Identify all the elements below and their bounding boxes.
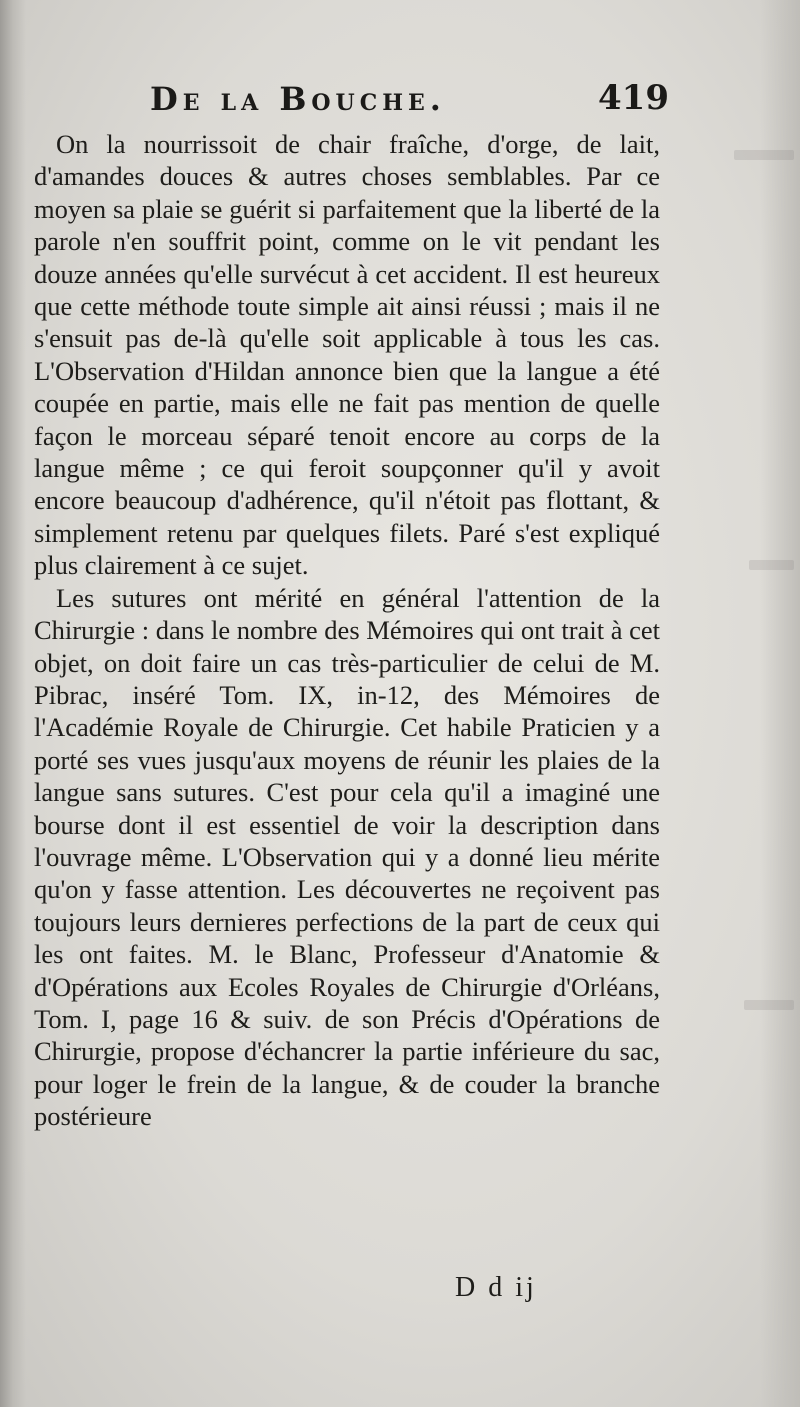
page-gutter-shadow — [0, 0, 26, 1407]
signature-mark: D d ij — [455, 1272, 537, 1303]
bleed-through-mark — [734, 150, 794, 160]
page-header — [0, 74, 800, 124]
paragraph-1: On la nourrissoit de chair fraîche, d'orge, de lait, d'amandes douces & autres choses semblables. Par ce moyen sa plaie se guérit si parfaitement que la liberté de la parole n'en souffrit point, comme on le vit pendant les douze années qu'elle survécut à cet accident. Il est heureux que cette méthode toute simple ait ainsi réussi ; mais il ne s'ensuit pas de-là qu'elle soit applicable à tous les cas. L'Observation d'Hildan annonce bien que la langue a été coupée en partie, mais elle ne fait pas mention de quelle façon le morceau séparé tenoit encore au corps de la langue même ; ce qui feroit soupçonner qu'il y avoit encore beaucoup d'adhérence, qu'il n'étoit pas flottant, & simplement retenu par quelques filets. Paré s'est expliqué plus clairement à ce sujet. — [34, 129, 660, 581]
body-text — [34, 128, 660, 1133]
running-title: De la Bouche. — [150, 80, 446, 118]
page-number: 419 — [598, 78, 669, 118]
bleed-through-mark — [744, 1000, 794, 1010]
bleed-through-mark — [749, 560, 794, 570]
paragraph-2: Les sutures ont mérité en général l'attention de la Chirurgie : dans le nombre des Mémoires qui ont trait à cet objet, on doit faire un cas très-particulier de celui de M. Pibrac, inséré Tom. IX, in-12, des Mémoires de l'Académie Royale de Chirurgie. Cet habile Praticien y a porté ses vues jusqu'aux moyens de réunir les plaies de la langue sans sutures. C'est pour cela qu'il a imaginé une bourse dont il est essentiel de voir la description dans l'ouvrage même. L'Observation qui y a donné lieu mérite qu'on y fasse attention. Les découvertes ne reçoivent pas toujours leurs dernieres perfections de la part de ceux qui les ont faites. M. le Blanc, Professeur d'Anatomie & d'Opérations aux Ecoles Royales de Chirurgie d'Orléans, Tom. I, page 16 & suiv. de son Précis d'Opérations de Chirurgie, propose d'échancrer la partie inférieure du sac, pour loger le frein de la langue, & de couder la branche postérieure — [34, 582, 660, 1132]
page-edge-shadow — [760, 0, 800, 1407]
